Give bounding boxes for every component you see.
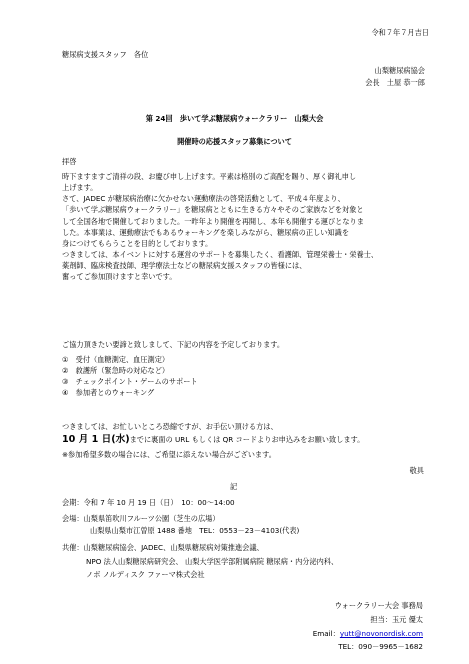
ki-heading: 記 [230, 482, 238, 491]
greeting: 拝啓 [62, 157, 77, 166]
hosts-line-2: NPO 法人山梨糖尿病研究会、 山梨大学医学部附属病院 糖尿病・内分泌内科、 [86, 557, 339, 566]
email-link[interactable]: yutt@novonordisk.com [339, 629, 423, 638]
body-line: 奮ってご参加頂けますと幸いです。 [62, 272, 177, 282]
event-date: 会期：令和 7 年 10 月 19 日（日） 10：00～14:00 [62, 498, 235, 507]
request-intro: ご協力頂きたい要諦と致しまして、下記の内容を予定しております。 [62, 340, 285, 349]
body-line: 「歩いて学ぶ糖尿病ウォークラリー」を糖尿病とともに生きる方々やそのご家族などを対象と [62, 205, 364, 215]
body-line: さて、JADEC が糖尿病治療に欠かせない運動療法の啓発活動として、平成４年度より、 [62, 194, 345, 204]
sender-org: 山梨糖尿病協会 [374, 66, 425, 75]
event-address: 山梨県山梨市江曽原 1488 番地 TEL：0553－23－4103(代表) [90, 526, 300, 535]
body-line: 上げます。 [62, 183, 98, 193]
closing-line-2 [62, 433, 364, 448]
title-line-1: 第 24回 歩いて学ぶ糖尿病ウォークラリー 山梨大会 [145, 114, 324, 123]
email-label: Email： [312, 629, 340, 638]
body-line: 薬剤師、臨床検査技師、理学療法士などの糖尿病支援スタッフの皆様には、 [62, 261, 307, 271]
contact-person: 担当：玉元 優太 [370, 615, 423, 624]
body-line: つきましては、本イベントに対する運営のサポートを募集したく、看護師、管理栄養士・栄養士、 [62, 250, 379, 260]
body-line: 身につけてもらうことを目的としております。 [62, 238, 213, 248]
contact-tel: TEL：090－9965－1682 [338, 642, 423, 651]
contact-office: ウォークラリー大会 事務局 [334, 601, 423, 610]
contact-email [313, 628, 423, 639]
body-line: 時下ますますご清祥の段、お慶び申し上げます。平素は格別のご高配を賜り、厚く御礼申し [62, 172, 357, 181]
title-line-2: 開催時の応援スタッフ募集について [177, 137, 292, 146]
body-paragraph [62, 171, 422, 283]
addressee: 糖尿病支援スタッフ 各位 [62, 50, 149, 59]
closing-line-1: つきましては、お忙しいところ恐縮ですが、お手伝い頂ける方は、 [62, 422, 278, 431]
closing-line-2-rest: までに裏面の URL もしくは QR コードよりお申込みをお願い致します。 [129, 435, 365, 444]
issue-date: 令和７年７月吉日 [371, 28, 429, 37]
task-list [62, 354, 422, 399]
task-item: ① 受付（血糖測定、血圧測定） [62, 355, 170, 364]
task-item: ③ チェックポイント・ゲームのサポート [62, 377, 198, 387]
event-venue: 会場：山梨県笛吹川フルーツ公園（芝生の広場） [62, 514, 220, 523]
note: ※参加希望多数の場合には、ご希望に添えない場合がございます。 [62, 450, 276, 459]
hosts-line-1: 共催：山梨糖尿病協会、JADEC、山梨県糖尿病対策推進会議、 [62, 543, 264, 552]
deadline: 10 月 1 日(水) [62, 434, 130, 445]
body-line: した。本事業は、運動療法でもあるウォーキングを楽しみながら、糖尿病の正しい知識を [62, 227, 350, 237]
keigu: 敬具 [409, 466, 424, 475]
task-item: ② 救護所（緊急時の対応など） [62, 366, 170, 376]
sender-name: 会長 土屋 恭一郎 [365, 78, 425, 87]
hosts-line-3: ノボ ノルディスク ファーマ株式会社 [86, 570, 205, 579]
task-item: ④ 参加者とのウォーキング [62, 388, 155, 398]
body-line: して全国各地で開催しておりました。一昨年より開催を再開し、本年も開催する運びとなりま [62, 216, 364, 226]
